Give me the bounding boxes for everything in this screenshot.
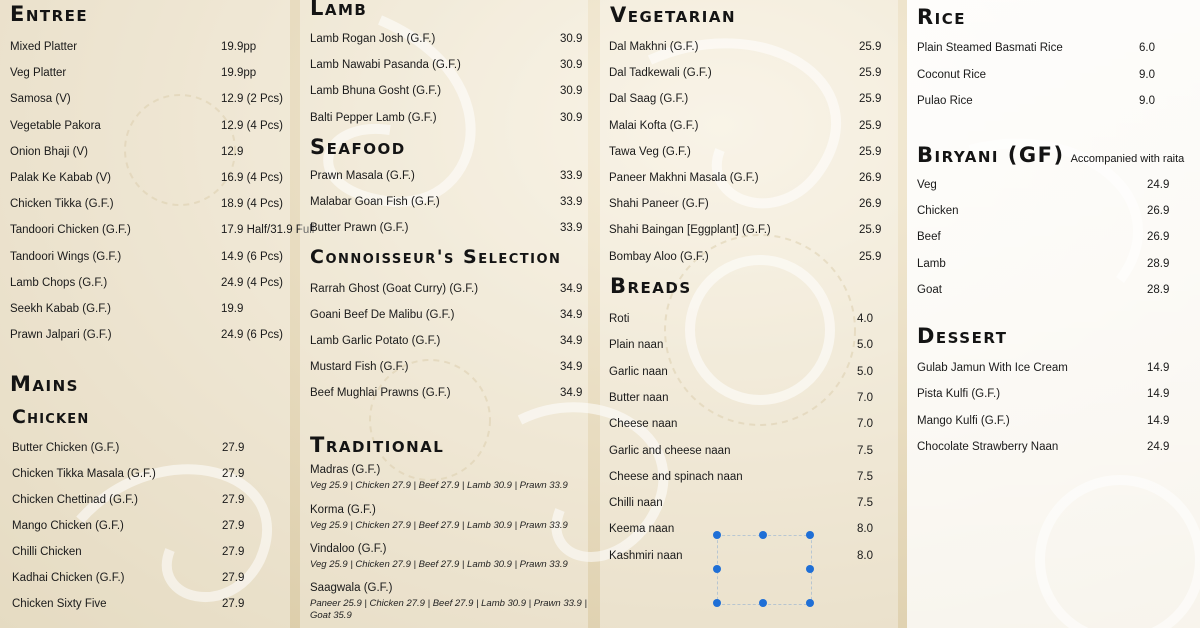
menu-item-name: Mixed Platter xyxy=(10,41,78,53)
menu-item-name: Garlic naan xyxy=(609,365,668,378)
menu-item-name: Tawa Veg (G.F.) xyxy=(609,145,691,158)
column-entree-mains xyxy=(0,0,315,628)
menu-item-price: 27.9 xyxy=(222,520,245,532)
menu-item xyxy=(609,39,949,55)
menu-item-price: 8.0 xyxy=(857,549,873,562)
menu-item xyxy=(310,194,650,210)
menu-item xyxy=(609,249,949,265)
menu-item-price: 26.9 xyxy=(1147,205,1170,218)
menu-item-price: 27.9 xyxy=(222,598,245,610)
menu-item-name: Cheese and spinach naan xyxy=(609,470,743,483)
section-title-breads: Breads xyxy=(610,274,692,298)
menu-item-price: 25.9 xyxy=(859,67,882,80)
section-title-biryani xyxy=(917,143,1184,167)
menu-item xyxy=(10,301,311,317)
menu-item-name: Kadhai Chicken (G.F.) xyxy=(12,572,125,584)
subsection-title-chicken: Chicken xyxy=(12,406,90,428)
menu-item-name: Dal Saag (G.F.) xyxy=(609,93,689,106)
menu-item xyxy=(917,386,1200,402)
menu-item-price: 18.9 (4 Pcs) xyxy=(221,198,283,211)
menu-item-price: 34.9 xyxy=(560,335,583,347)
menu-item-price: 27.9 xyxy=(222,442,245,454)
menu-item-price: 9.0 xyxy=(1139,68,1155,81)
traditional-item-prices: Veg 25.9 | Chicken 27.9 | Beef 27.9 | Lamb 30.9 | Prawn 33.9 xyxy=(310,520,568,531)
column-rice-biryani-dessert xyxy=(907,0,1200,628)
menu-item-name: Plain Steamed Basmati Rice xyxy=(917,42,1063,54)
menu-item-price: 19.9pp xyxy=(221,67,257,80)
menu-item-name: Lamb Chops (G.F.) xyxy=(10,276,108,289)
menu-item-price: 27.9 xyxy=(222,494,245,506)
menu-item-price: 5.0 xyxy=(857,339,873,352)
menu-item-price: 30.9 xyxy=(560,33,583,45)
menu-item-name: Pulao Rice xyxy=(917,95,973,107)
menu-item xyxy=(10,170,311,186)
menu-item-price: 14.9 xyxy=(1147,362,1170,374)
menu-item xyxy=(609,144,949,160)
menu-item-name: Rarrah Ghost (Goat Curry) (G.F.) xyxy=(310,283,479,295)
menu-item xyxy=(310,281,650,297)
menu-item-name: Beef xyxy=(917,231,941,244)
menu-item xyxy=(609,311,947,327)
menu-item xyxy=(310,57,650,73)
section-title-rice: Rice xyxy=(917,5,967,29)
biryani-title-text: Biryani (GF) xyxy=(917,143,1065,167)
menu-item-name: Lamb Garlic Potato (G.F.) xyxy=(310,335,441,347)
menu-item-name: Palak Ke Kabab (V) xyxy=(10,172,112,184)
section-title-mains: Mains xyxy=(10,372,79,396)
menu-item-price: 12.9 xyxy=(221,145,244,158)
menu-item-price: 34.9 xyxy=(560,309,583,321)
menu-item-name: Lamb Bhuna Gosht (G.F.) xyxy=(310,85,442,98)
menu-item xyxy=(10,196,311,212)
menu-item-name: Goani Beef De Malibu (G.F.) xyxy=(310,309,455,321)
menu-item xyxy=(10,118,311,134)
menu-item-price: 24.9 (6 Pcs) xyxy=(221,329,283,342)
menu-item xyxy=(917,177,1200,193)
menu-item-price: 33.9 xyxy=(560,222,583,234)
traditional-item-prices: Veg 25.9 | Chicken 27.9 | Beef 27.9 | Lamb 30.9 | Prawn 33.9 xyxy=(310,480,568,491)
menu-item-name: Balti Pepper Lamb (G.F.) xyxy=(310,111,437,124)
menu-item-price: 7.5 xyxy=(857,497,873,510)
menu-item xyxy=(310,307,650,323)
traditional-item-name: Korma (G.F.) xyxy=(310,504,376,516)
menu-item-price: 25.9 xyxy=(859,119,882,132)
menu-item-name: Dal Tadkewali (G.F.) xyxy=(609,67,712,80)
menu-item-price: 30.9 xyxy=(560,85,583,98)
menu-item-name: Onion Bhaji (V) xyxy=(10,145,88,158)
menu-item-price: 16.9 (4 Pcs) xyxy=(221,172,283,184)
section-title-seafood: Seafood xyxy=(310,135,406,159)
menu-item xyxy=(917,93,1200,109)
selection-handle-middle-left[interactable] xyxy=(713,565,721,573)
section-title-vegetarian: Vegetarian xyxy=(610,3,737,27)
menu-item-name: Seekh Kabab (G.F.) xyxy=(10,303,111,315)
selection-box[interactable] xyxy=(717,535,812,605)
menu-item xyxy=(917,203,1200,219)
menu-item xyxy=(12,544,312,560)
menu-item-name: Pista Kulfi (G.F.) xyxy=(917,388,1001,401)
menu-item-price: 7.5 xyxy=(857,470,873,483)
menu-item-price: 30.9 xyxy=(560,59,583,72)
menu-item-name: Roti xyxy=(609,313,630,325)
column-vegetarian-breads xyxy=(600,0,898,628)
menu-item-name: Shahi Baingan [Eggplant] (G.F.) xyxy=(609,224,771,237)
menu-item xyxy=(10,249,311,265)
menu-item-price: 7.0 xyxy=(857,418,873,431)
menu-item xyxy=(12,466,312,482)
menu-item-price: 12.9 (2 Pcs) xyxy=(221,93,283,106)
menu-item-name: Veg xyxy=(917,179,937,191)
menu-item xyxy=(10,327,311,343)
menu-item-price: 25.9 xyxy=(859,250,882,263)
menu-item-name: Veg Platter xyxy=(10,67,67,80)
menu-item-name: Plain naan xyxy=(609,339,664,352)
column-lamb-seafood xyxy=(300,0,588,628)
menu-item-price: 7.0 xyxy=(857,391,873,404)
menu-item xyxy=(609,91,949,107)
menu-item-price: 5.0 xyxy=(857,365,873,378)
menu-item-price: 7.5 xyxy=(857,444,873,457)
menu-item-name: Chicken Chettinad (G.F.) xyxy=(12,494,138,506)
menu-item xyxy=(10,275,311,291)
selection-handle-bottom-middle[interactable] xyxy=(759,599,767,607)
menu-item-name: Butter Chicken (G.F.) xyxy=(12,442,120,454)
menu-item xyxy=(609,222,949,238)
menu-item-price: 8.0 xyxy=(857,523,873,536)
menu-item xyxy=(12,518,312,534)
selection-handle-bottom-right[interactable] xyxy=(806,599,814,607)
menu-item-name: Chicken Tikka Masala (G.F.) xyxy=(12,468,156,480)
menu-item-name: Chicken xyxy=(917,205,959,218)
menu-item-name: Butter Prawn (G.F.) xyxy=(310,222,409,234)
menu-item xyxy=(310,359,650,375)
menu-item-name: Gulab Jamun With Ice Cream xyxy=(917,362,1068,374)
menu-item xyxy=(12,492,312,508)
selection-handle-bottom-left[interactable] xyxy=(713,599,721,607)
menu-item-name: Malai Kofta (G.F.) xyxy=(609,119,699,132)
menu-item-price: 33.9 xyxy=(560,196,583,208)
menu-item xyxy=(917,256,1200,272)
menu-item-price: 25.9 xyxy=(859,41,882,53)
menu-item-price: 24.9 xyxy=(1147,179,1170,191)
menu-item xyxy=(310,385,650,401)
menu-item-name: Chicken Tikka (G.F.) xyxy=(10,198,114,211)
menu-item xyxy=(609,196,949,212)
menu-item xyxy=(12,440,312,456)
menu-item xyxy=(12,570,312,586)
section-title-entree: Entree xyxy=(10,2,89,26)
menu-item-name: Garlic and cheese naan xyxy=(609,444,731,457)
menu-item-name: Coconut Rice xyxy=(917,68,987,81)
menu-item-price: 17.9 Half/31.9 Full xyxy=(221,224,315,237)
menu-item-price: 25.9 xyxy=(859,145,882,158)
menu-item xyxy=(609,495,947,511)
menu-item xyxy=(310,83,650,99)
selection-handle-middle-right[interactable] xyxy=(806,565,814,573)
menu-item xyxy=(609,443,947,459)
menu-item-price: 34.9 xyxy=(560,387,583,399)
traditional-item-prices: Veg 25.9 | Chicken 27.9 | Beef 27.9 | Lamb 30.9 | Prawn 33.9 xyxy=(310,559,568,570)
menu-item-name: Samosa (V) xyxy=(10,93,71,106)
menu-item-name: Tandoori Chicken (G.F.) xyxy=(10,224,131,237)
menu-item-name: Lamb Rogan Josh (G.F.) xyxy=(310,33,436,45)
menu-item-price: 9.0 xyxy=(1139,95,1155,107)
menu-item-name: Lamb xyxy=(917,257,946,270)
menu-item-price: 34.9 xyxy=(560,283,583,295)
menu-item-price: 6.0 xyxy=(1139,42,1155,54)
menu-item-price: 33.9 xyxy=(560,170,583,182)
menu-item xyxy=(609,390,947,406)
section-title-connoisseur: Connoisseur's Selection xyxy=(310,246,562,268)
menu-item-name: Lamb Nawabi Pasanda (G.F.) xyxy=(310,59,461,72)
menu-item-name: Prawn Jalpari (G.F.) xyxy=(10,329,112,342)
menu-item-name: Dal Makhni (G.F.) xyxy=(609,41,699,53)
selection-handle-top-left[interactable] xyxy=(713,531,721,539)
menu-item-price: 24.9 xyxy=(1147,440,1170,453)
menu-item-name: Kashmiri naan xyxy=(609,549,683,562)
menu-item-price: 12.9 (4 Pcs) xyxy=(221,119,283,132)
menu-item-price: 34.9 xyxy=(560,361,583,373)
menu-item xyxy=(917,413,1200,429)
menu-item-price: 24.9 (4 Pcs) xyxy=(221,276,283,289)
menu-item-price: 26.9 xyxy=(1147,231,1170,244)
menu-item-name: Bombay Aloo (G.F.) xyxy=(609,250,709,263)
menu-item-price: 26.9 xyxy=(859,172,882,184)
menu-item-price: 27.9 xyxy=(222,468,245,480)
selection-handle-top-right[interactable] xyxy=(806,531,814,539)
menu-item xyxy=(609,416,947,432)
menu-item-price: 27.9 xyxy=(222,546,245,558)
menu-item xyxy=(917,282,1200,298)
menu-item xyxy=(10,144,311,160)
menu-item xyxy=(917,40,1200,56)
menu-item xyxy=(12,596,312,612)
menu-item-name: Malabar Goan Fish (G.F.) xyxy=(310,196,440,208)
menu-item xyxy=(310,333,650,349)
menu-item-name: Chicken Sixty Five xyxy=(12,598,107,610)
menu-item xyxy=(609,469,947,485)
menu-item-name: Keema naan xyxy=(609,523,675,536)
menu-item xyxy=(609,65,949,81)
menu-item-price: 4.0 xyxy=(857,313,873,325)
menu-item-name: Vegetable Pakora xyxy=(10,119,101,132)
biryani-note: Accompanied with raita xyxy=(1070,153,1185,165)
menu-item xyxy=(310,31,650,47)
menu-item xyxy=(10,222,315,238)
traditional-item-name: Saagwala (G.F.) xyxy=(310,582,393,594)
menu-item-price: 25.9 xyxy=(859,93,882,106)
menu-item-name: Paneer Makhni Masala (G.F.) xyxy=(609,172,759,184)
menu-item xyxy=(917,67,1200,83)
menu-item xyxy=(609,337,947,353)
menu-item-price: 28.9 xyxy=(1147,257,1170,270)
menu-item xyxy=(917,360,1200,376)
traditional-item-prices: Paneer 25.9 | Chicken 27.9 | Beef 27.9 | Lamb 30.9 | Prawn 33.9 | Goat 35.9 xyxy=(310,598,587,621)
menu-item xyxy=(917,439,1200,455)
menu-item-name: Shahi Paneer (G.F) xyxy=(609,198,709,211)
menu-item-price: 26.9 xyxy=(859,198,882,211)
menu-item xyxy=(310,110,650,126)
section-title-traditional: Traditional xyxy=(310,433,445,457)
menu-item xyxy=(310,168,650,184)
menu-item-name: Tandoori Wings (G.F.) xyxy=(10,250,122,263)
menu-item-name: Chilli Chicken xyxy=(12,546,82,558)
menu-item-price: 14.9 (6 Pcs) xyxy=(221,250,283,263)
menu-item xyxy=(609,118,949,134)
menu-item-price: 27.9 xyxy=(222,572,245,584)
menu-item-name: Butter naan xyxy=(609,391,669,404)
traditional-item-name: Madras (G.F.) xyxy=(310,464,381,476)
menu-item-price: 25.9 xyxy=(859,224,882,237)
menu-item xyxy=(917,229,1200,245)
menu-item-price: 19.9 xyxy=(221,303,244,315)
traditional-item-name: Vindaloo (G.F.) xyxy=(310,543,387,555)
menu-item-name: Goat xyxy=(917,283,942,296)
section-title-lamb: Lamb xyxy=(310,0,368,20)
menu-item-name: Beef Mughlai Prawns (G.F.) xyxy=(310,387,451,399)
menu-item-price: 28.9 xyxy=(1147,283,1170,296)
menu-item xyxy=(310,220,650,236)
menu-item-price: 19.9pp xyxy=(221,41,257,53)
menu-item-name: Mustard Fish (G.F.) xyxy=(310,361,409,373)
menu-item xyxy=(609,170,949,186)
menu-item-name: Chilli naan xyxy=(609,497,663,510)
menu-item-price: 14.9 xyxy=(1147,414,1170,427)
section-title-dessert: Dessert xyxy=(917,324,1008,348)
selection-handle-top-middle[interactable] xyxy=(759,531,767,539)
menu-item xyxy=(10,91,311,107)
menu-item-name: Mango Kulfi (G.F.) xyxy=(917,414,1010,427)
menu-item xyxy=(10,39,311,55)
menu-item-price: 30.9 xyxy=(560,111,583,124)
menu-item-price: 14.9 xyxy=(1147,388,1170,401)
menu-item-name: Cheese naan xyxy=(609,418,678,431)
menu-item-name: Prawn Masala (G.F.) xyxy=(310,170,415,182)
menu-item xyxy=(10,65,311,81)
menu-item xyxy=(609,364,947,380)
menu-item-name: Mango Chicken (G.F.) xyxy=(12,520,124,532)
menu-item-name: Chocolate Strawberry Naan xyxy=(917,440,1059,453)
